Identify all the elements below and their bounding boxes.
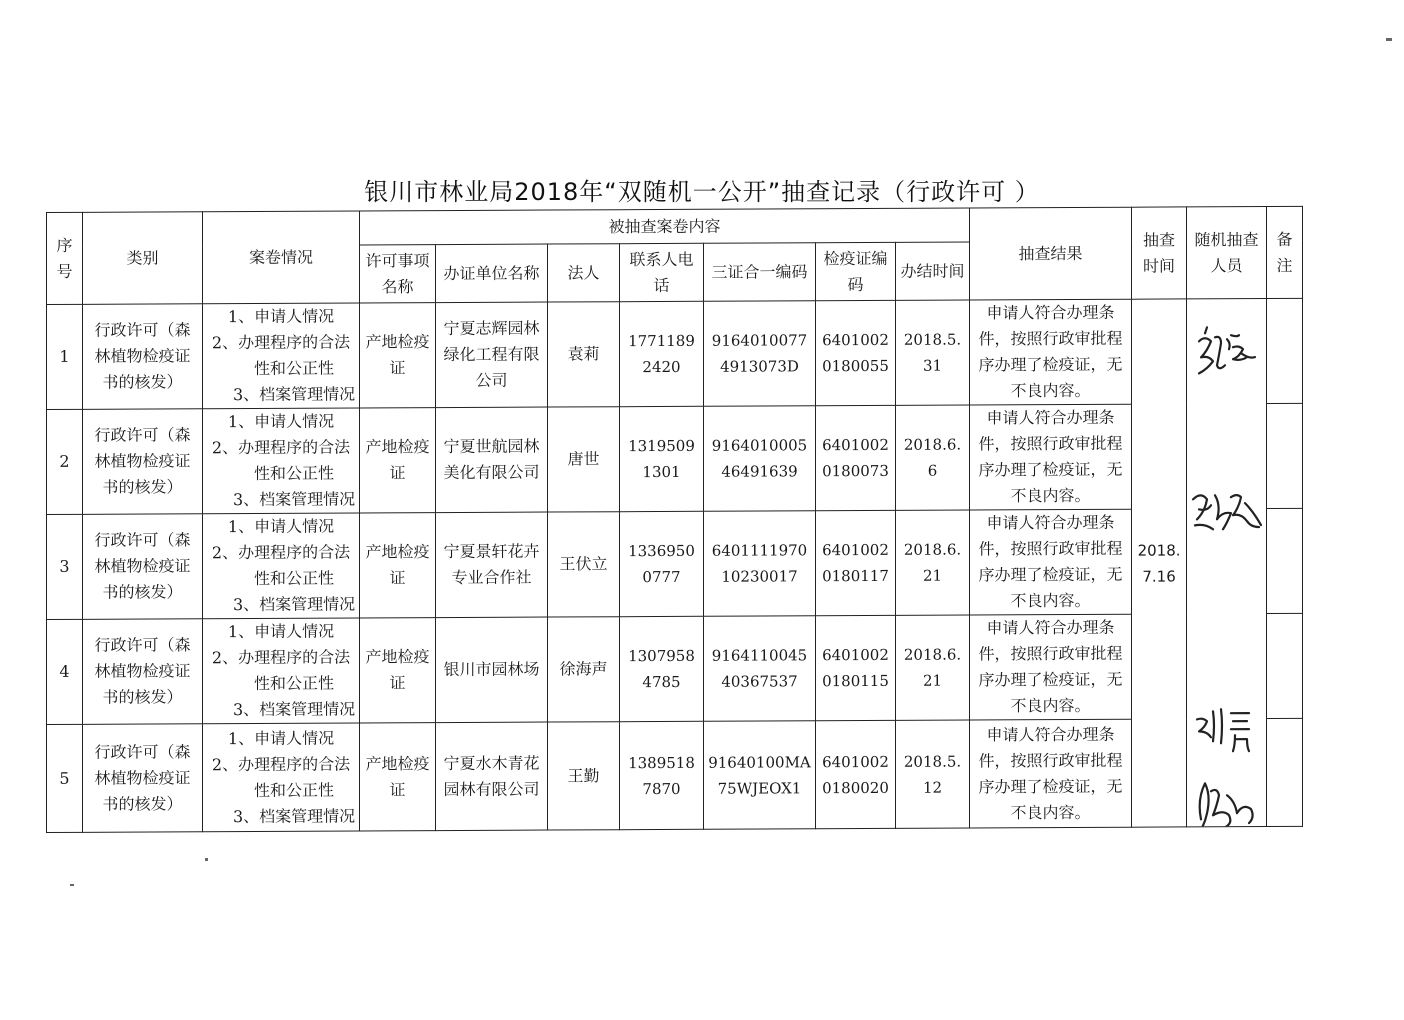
scan-speck bbox=[70, 884, 74, 886]
row-quarantine-no: 64010020180020 bbox=[816, 720, 896, 828]
row-credit-code: 916401000546491639 bbox=[704, 406, 816, 512]
row-category: 行政许可（森林植物检疫证书的核发） bbox=[83, 304, 203, 410]
row-case-status bbox=[203, 303, 360, 409]
row-credit-code: 91640100MA75WJEOX1 bbox=[704, 721, 816, 830]
row-category: 行政许可（森林植物检疫证书的核发） bbox=[83, 619, 203, 725]
row-unit-name: 宁夏世航园林美化有限公司 bbox=[436, 407, 548, 513]
row-phone: 17711892420 bbox=[620, 301, 704, 406]
case-item: 1、申请人情况 bbox=[227, 411, 335, 432]
case-item: 3、档案管理情况 bbox=[233, 384, 356, 405]
row-phone: 13369500777 bbox=[620, 511, 704, 616]
case-item: 性和公正性 bbox=[253, 673, 334, 693]
table-row bbox=[47, 403, 1303, 514]
row-seq: 4 bbox=[47, 619, 83, 724]
row-permit-item: 产地检疫证 bbox=[360, 723, 436, 831]
row-remark bbox=[1267, 613, 1303, 718]
case-item: 1、申请人情况 bbox=[227, 516, 335, 537]
row-result: 申请人符合办理条件，按照行政审批程序办理了检疫证，无不良内容。 bbox=[970, 404, 1132, 510]
row-permit-item: 产地检疫证 bbox=[360, 618, 436, 723]
row-seq: 1 bbox=[47, 304, 83, 409]
table-row bbox=[47, 718, 1303, 832]
row-credit-code: 916411004540367537 bbox=[704, 616, 816, 722]
row-result: 申请人符合办理条件，按照行政审批程序办理了检疫证，无不良内容。 bbox=[970, 509, 1132, 615]
case-item: 性和公正性 bbox=[253, 780, 334, 800]
case-item: 2、办理程序的合法 bbox=[211, 437, 351, 458]
row-category: 行政许可（森林植物检疫证书的核发） bbox=[83, 514, 203, 620]
row-case-status bbox=[203, 723, 360, 832]
row-quarantine-no: 64010020180117 bbox=[816, 510, 896, 615]
row-finish-time: 2018.6.6 bbox=[896, 405, 970, 510]
case-item: 3、档案管理情况 bbox=[233, 594, 356, 615]
case-item: 1、申请人情况 bbox=[227, 728, 335, 748]
row-phone: 13895187870 bbox=[620, 721, 704, 829]
row-quarantine-no: 64010020180115 bbox=[816, 615, 896, 720]
row-case-status bbox=[203, 513, 360, 619]
record-sheet bbox=[46, 206, 1302, 832]
row-unit-name: 宁夏志辉园林绿化工程有限公司 bbox=[436, 302, 548, 408]
signature-image bbox=[1187, 299, 1267, 827]
header-remark: 备注 bbox=[1267, 206, 1303, 298]
row-phone: 13195091301 bbox=[620, 406, 704, 511]
case-item: 性和公正性 bbox=[253, 568, 334, 588]
header-category: 类别 bbox=[83, 212, 203, 305]
header-check-time: 抽查时间 bbox=[1132, 207, 1187, 299]
row-finish-time: 2018.5.12 bbox=[896, 720, 970, 828]
row-legal-person: 袁莉 bbox=[548, 302, 620, 407]
row-remark bbox=[1267, 508, 1303, 613]
scan-speck bbox=[205, 858, 208, 861]
row-permit-item: 产地检疫证 bbox=[360, 513, 436, 618]
row-permit-item: 产地检疫证 bbox=[360, 408, 436, 513]
row-result: 申请人符合办理条件，按照行政审批程序办理了检疫证，无不良内容。 bbox=[970, 719, 1132, 828]
scan-speck bbox=[1386, 38, 1392, 41]
header-unit-name: 办证单位名称 bbox=[436, 244, 548, 303]
row-legal-person: 唐世 bbox=[548, 407, 620, 512]
row-phone: 13079584785 bbox=[620, 616, 704, 721]
row-finish-time: 2018.6.21 bbox=[896, 615, 970, 720]
header-quarantine-no: 检疫证编码 bbox=[816, 242, 896, 300]
header-result: 抽查结果 bbox=[970, 207, 1132, 300]
row-credit-code: 91640100774913073D bbox=[704, 301, 816, 407]
check-date: 2018.7.16 bbox=[1132, 299, 1187, 827]
row-unit-name: 宁夏景轩花卉专业合作社 bbox=[436, 512, 548, 618]
row-result: 申请人符合办理条件，按照行政审批程序办理了检疫证，无不良内容。 bbox=[970, 299, 1132, 405]
row-unit-name: 银川市园林场 bbox=[436, 617, 548, 723]
inspection-record-table bbox=[46, 206, 1303, 833]
row-finish-time: 2018.5.31 bbox=[896, 300, 970, 405]
header-case-status: 案卷情况 bbox=[203, 211, 360, 304]
case-item: 2、办理程序的合法 bbox=[211, 332, 351, 353]
row-seq: 5 bbox=[47, 724, 83, 832]
row-result: 申请人符合办理条件，按照行政审批程序办理了检疫证，无不良内容。 bbox=[970, 614, 1132, 720]
case-item: 3、档案管理情况 bbox=[233, 489, 356, 510]
table-row bbox=[47, 298, 1303, 409]
row-seq: 3 bbox=[47, 514, 83, 619]
header-phone: 联系人电话 bbox=[620, 243, 704, 301]
header-legal-person: 法人 bbox=[548, 244, 620, 302]
row-remark bbox=[1267, 298, 1303, 403]
case-item: 3、档案管理情况 bbox=[233, 805, 356, 826]
row-legal-person: 王伏立 bbox=[548, 512, 620, 617]
header-credit-code: 三证合一编码 bbox=[704, 243, 816, 302]
case-item: 1、申请人情况 bbox=[227, 621, 335, 642]
header-permit-item: 许可事项名称 bbox=[360, 245, 436, 303]
case-item: 性和公正性 bbox=[253, 358, 334, 378]
document-title: 银川市林业局2018年“双随机一公开”抽查记录（行政许可 ） bbox=[364, 178, 1040, 206]
case-item: 1、申请人情况 bbox=[227, 306, 335, 327]
header-finish-time: 办结时间 bbox=[896, 242, 970, 300]
row-category: 行政许可（森林植物检疫证书的核发） bbox=[83, 409, 203, 515]
row-finish-time: 2018.6.21 bbox=[896, 510, 970, 615]
row-remark bbox=[1267, 718, 1303, 826]
table-row bbox=[47, 613, 1303, 724]
row-case-status bbox=[203, 618, 360, 724]
row-seq: 2 bbox=[47, 409, 83, 514]
row-unit-name: 宁夏水木青花园林有限公司 bbox=[436, 722, 548, 831]
table-row bbox=[47, 508, 1303, 619]
case-item: 3、档案管理情况 bbox=[233, 699, 356, 720]
row-legal-person: 徐海声 bbox=[548, 617, 620, 722]
row-quarantine-no: 64010020180055 bbox=[816, 300, 896, 405]
row-remark bbox=[1267, 403, 1303, 508]
inspector-signatures bbox=[1187, 299, 1267, 827]
header-inspector: 随机抽查人员 bbox=[1187, 207, 1267, 299]
case-item: 2、办理程序的合法 bbox=[211, 754, 351, 774]
case-item: 2、办理程序的合法 bbox=[211, 542, 351, 563]
row-category: 行政许可（森林植物检疫证书的核发） bbox=[83, 724, 203, 833]
row-permit-item: 产地检疫证 bbox=[360, 303, 436, 408]
row-legal-person: 王勤 bbox=[548, 722, 620, 830]
case-item: 2、办理程序的合法 bbox=[211, 647, 351, 668]
header-seq: 序号 bbox=[47, 212, 83, 304]
row-quarantine-no: 64010020180073 bbox=[816, 405, 896, 510]
row-case-status bbox=[203, 408, 360, 514]
case-item: 性和公正性 bbox=[253, 463, 334, 483]
row-credit-code: 640111197010230017 bbox=[704, 511, 816, 617]
header-content-group: 被抽查案卷内容 bbox=[360, 208, 970, 245]
